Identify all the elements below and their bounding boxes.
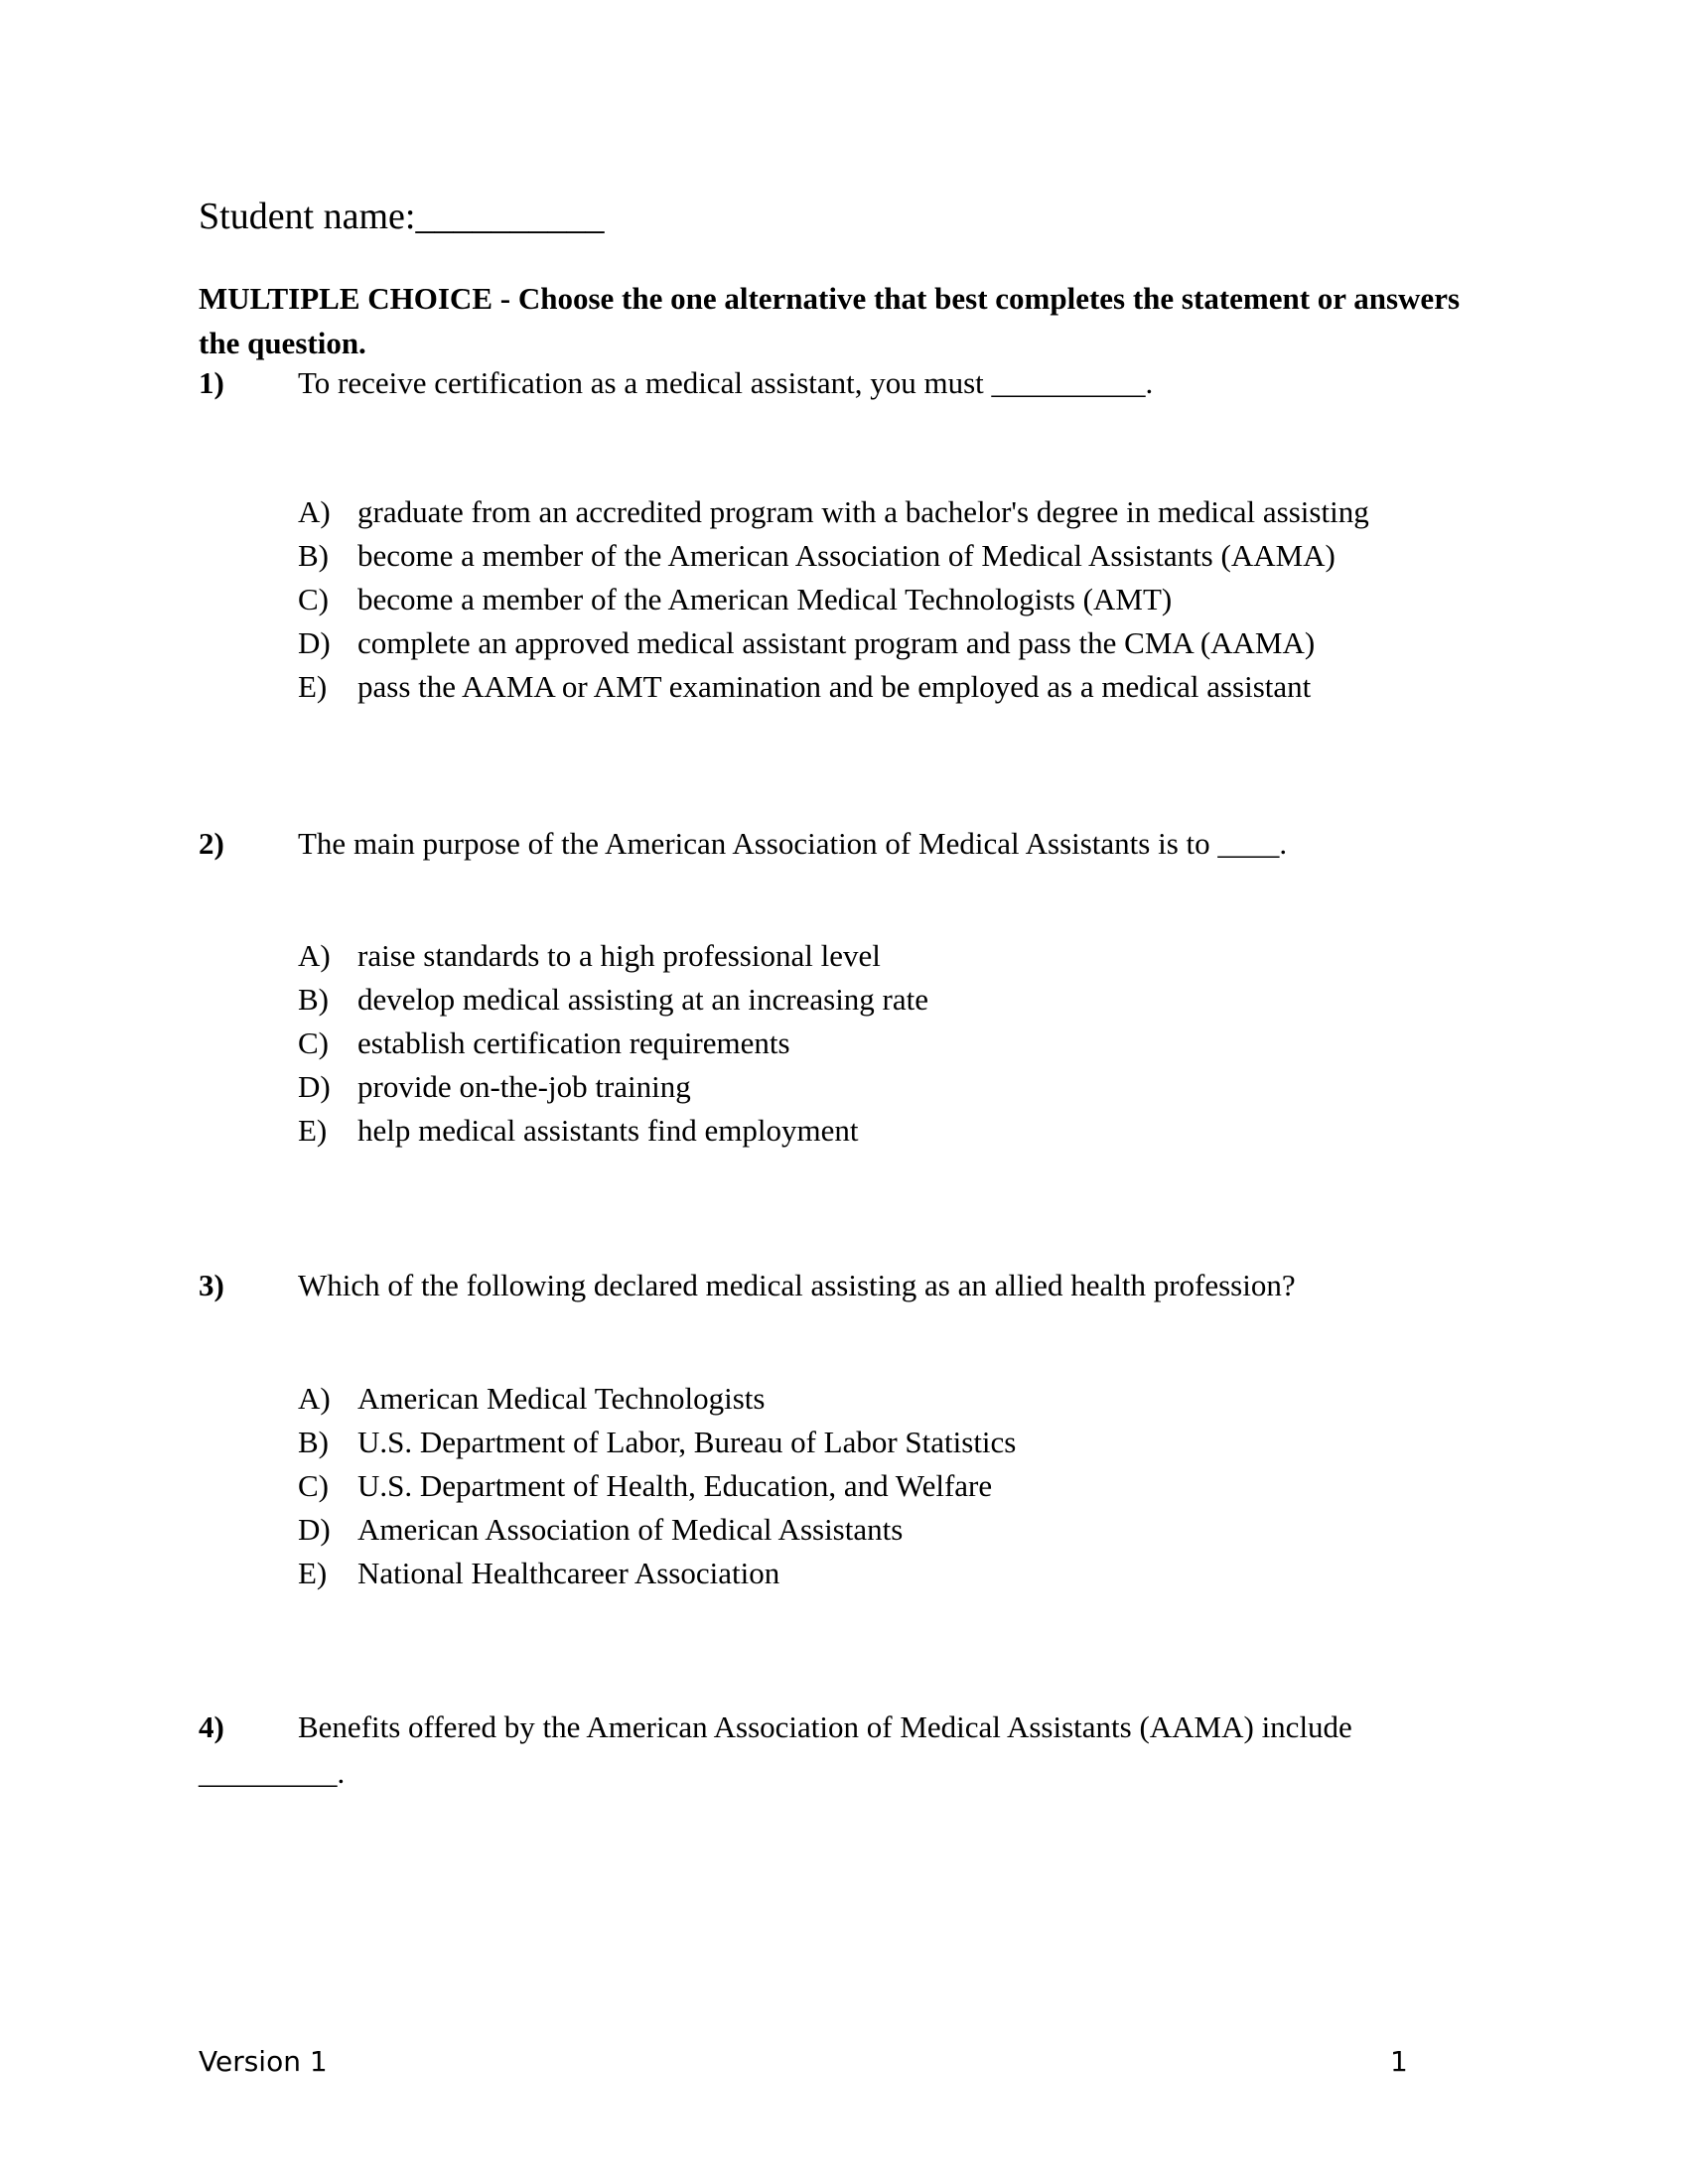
option-text: U.S. Department of Labor, Bureau of Labor Statistics (357, 1425, 1017, 1459)
option-label: C) (298, 582, 329, 616)
question-text: Benefits offered by the American Association of Medical Assistants (AAMA) include (298, 1709, 1352, 1744)
option-label: B) (298, 1425, 329, 1459)
option-text: become a member of the American Medical Technologists (AMT) (357, 582, 1173, 616)
answer-option (298, 1512, 903, 1548)
option-text: provide on-the-job training (357, 1069, 691, 1104)
answer-option (298, 1425, 1016, 1460)
option-label: B) (298, 538, 329, 573)
option-text: graduate from an accredited program with a bachelor's degree in medical assisting (357, 494, 1369, 529)
answer-option (298, 582, 1172, 617)
question-text: To receive certification as a medical assistant, you must __________. (298, 365, 1154, 400)
option-text: pass the AAMA or AMT examination and be employed as a medical assistant (357, 669, 1312, 704)
page-number: 1 (1390, 2045, 1408, 2078)
option-text: National Healthcareer Association (357, 1556, 780, 1590)
answer-option (298, 1025, 790, 1061)
option-label: D) (298, 1069, 331, 1104)
answer-option (298, 625, 1315, 661)
student-name-field: Student name:__________ (199, 196, 605, 237)
option-text: American Association of Medical Assistants (357, 1512, 904, 1547)
option-label: E) (298, 1113, 328, 1148)
option-label: C) (298, 1025, 329, 1060)
answer-option (298, 1381, 765, 1417)
answer-option (298, 1468, 992, 1504)
option-label: E) (298, 1556, 328, 1590)
question-number: 4) (199, 1709, 224, 1744)
answer-option (298, 982, 928, 1018)
answer-option (298, 669, 1311, 705)
option-text: raise standards to a high professional level (357, 938, 881, 973)
answer-option (298, 1069, 691, 1105)
option-label: A) (298, 1381, 331, 1416)
option-label: A) (298, 494, 331, 529)
question-text: The main purpose of the American Association of Medical Assistants is to ____. (298, 826, 1288, 861)
option-label: A) (298, 938, 331, 973)
question-text: Which of the following declared medical assisting as an allied health profession? (298, 1268, 1296, 1302)
answer-option (298, 538, 1336, 574)
option-label: E) (298, 669, 328, 704)
footer-version: Version 1 (199, 2045, 328, 2078)
option-label: D) (298, 625, 331, 660)
answer-option (298, 494, 1369, 530)
question-number: 3) (199, 1268, 224, 1302)
option-text: complete an approved medical assistant program and pass the CMA (AAMA) (357, 625, 1316, 660)
instructions: MULTIPLE CHOICE - Choose the one alternative that best completes the statement or answers the question. (199, 281, 1461, 360)
option-label: B) (298, 982, 329, 1017)
answer-option (298, 1113, 859, 1149)
option-text: U.S. Department of Health, Education, and Welfare (357, 1468, 993, 1503)
option-label: D) (298, 1512, 331, 1547)
answer-option (298, 1556, 779, 1591)
question-text-continued: _________. (199, 1755, 346, 1790)
question-number: 1) (199, 365, 224, 400)
option-text: establish certification requirements (357, 1025, 790, 1060)
option-text: American Medical Technologists (357, 1381, 766, 1416)
answer-option (298, 938, 881, 974)
option-label: C) (298, 1468, 329, 1503)
question-number: 2) (199, 826, 224, 861)
option-text: become a member of the American Association of Medical Assistants (AAMA) (357, 538, 1336, 573)
option-text: develop medical assisting at an increasing rate (357, 982, 929, 1017)
option-text: help medical assistants find employment (357, 1113, 859, 1148)
